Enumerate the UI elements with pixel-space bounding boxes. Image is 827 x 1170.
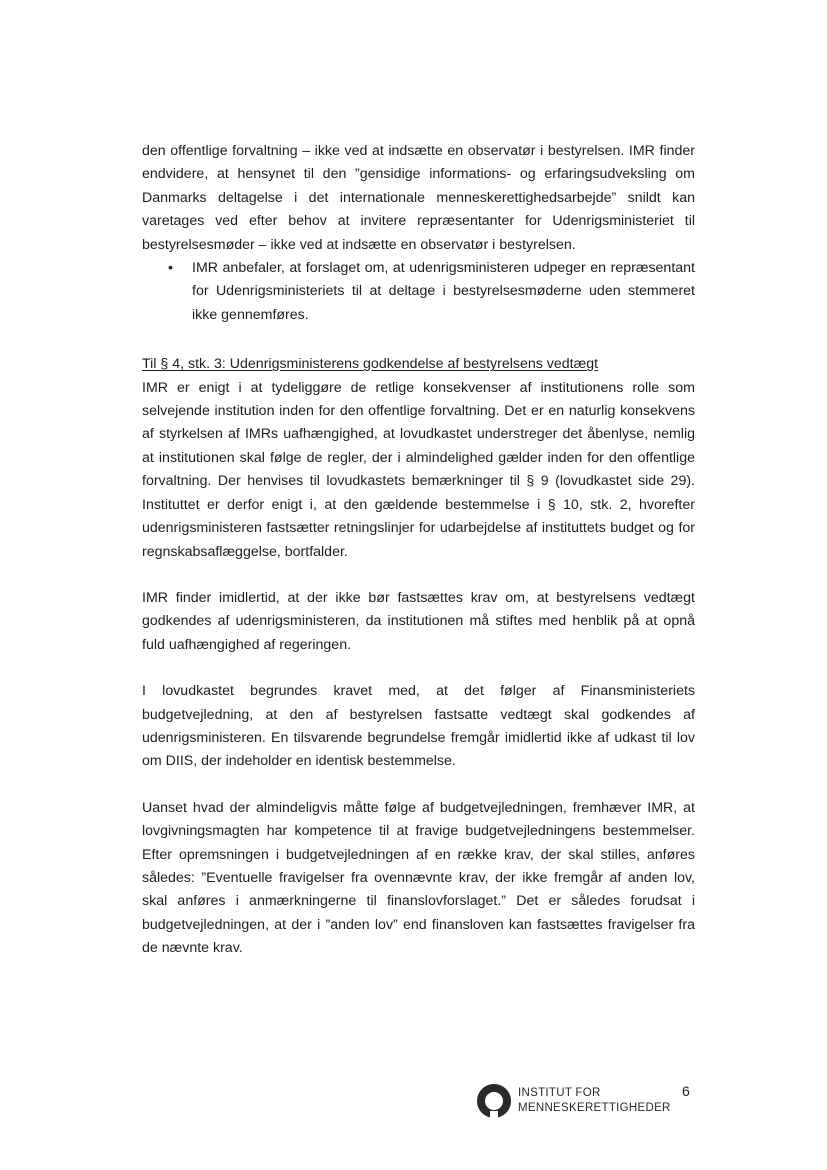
body-paragraph: I lovudkastet begrundes kravet med, at det følger af Finansministeriets budgetvejledning, at den af bestyrelsen fastsatte vedtægt skal godkendes af udenrigsministeren. En tilsvarende begrundelse fremgår imidlertid ikke af udkast til lov om DIIS, der indeholder en identisk bestemmelse.: [142, 683, 695, 770]
section-heading: Til § 4, stk. 3: Udenrigsministerens godkendelse af bestyrelsens vedtægt: [142, 356, 599, 373]
page-number: 6: [682, 1083, 690, 1099]
logo-line-1: INSTITUT FOR: [518, 1087, 601, 1099]
recommendation-list: [142, 257, 695, 327]
logo-wordmark: [518, 1086, 671, 1116]
recommendation-text: IMR anbefaler, at forslaget om, at udenrigsministeren udpeger en repræsentant for Udenrigsministeriets til at deltage i bestyrelsesmøderne uden stemmeret ikke gennemføres.: [192, 260, 695, 323]
body-paragraph: den offentlige forvaltning – ikke ved at indsætte en observatør i bestyrelsen. IMR finder endvidere, at hensynet til den ”gensidige informations- og erfaringsudveksling om Danmarks deltagelse i det internationale menneskerettighedsarbejde” snildt kan varetages ved efter behov at invitere repræsentanter for Udenrigsministeriet til bestyrelsesmøder – ikke ved at indsætte en observatør i bestyrelsen.: [142, 143, 695, 253]
logo-line-2: MENNESKERETTIGHEDER: [518, 1102, 671, 1114]
document-body: [142, 140, 695, 961]
body-paragraph: Uanset hvad der almindeligvis måtte følge af budgetvejledningen, fremhæver IMR, at lovgivningsmagten har kompetence til at fravige budgetvejledningens bestemmelser. Efter opremsningen i budgetvejledningen af en række krav, der skal stilles, anføres således: ”Eventuelle fravigelser fra ovennævnte krav, der ikke fremgår af anden lov, skal anføres i anmærkningerne til finanslovforslaget.” Det er således forudsat i budgetvejledningen, at der i ”anden lov” end finansloven kan fastsættes fravigelser fra de nævnte krav.: [142, 799, 695, 957]
recommendation-item: [142, 257, 695, 327]
institute-ring-logo-icon: [476, 1083, 512, 1119]
bullet-icon: •: [168, 260, 173, 277]
body-paragraph: IMR er enigt i at tydeliggøre de retlige konsekvenser af institutionens rolle som selvejende institution inden for den offentlige forvaltning. Det er en naturlig konsekvens af styrkelsen af IMRs uafhængighed, at lovudkastet understreger det åbenlyse, nemlig at institutionen skal følge de regler, der i almindelighed gælder inden for den offentlige forvaltning. Der henvises til lovudkastets bemærkninger til § 9 (lovudkastet side 29). Instituttet er derfor enigt i, at den gældende bestemmelse i § 10, stk. 2, hvorefter udenrigsministeren fastsætter retningslinjer for udarbejdelse af instituttets budget og for regnskabsaflæggelse, bortfalder.: [142, 379, 695, 560]
body-paragraph: IMR finder imidlertid, at der ikke bør fastsættes krav om, at bestyrelsens vedtægt godkendes af udenrigsministeren, da institutionen må stiftes med henblik på at opnå fuld uafhængighed af regeringen.: [142, 589, 695, 653]
